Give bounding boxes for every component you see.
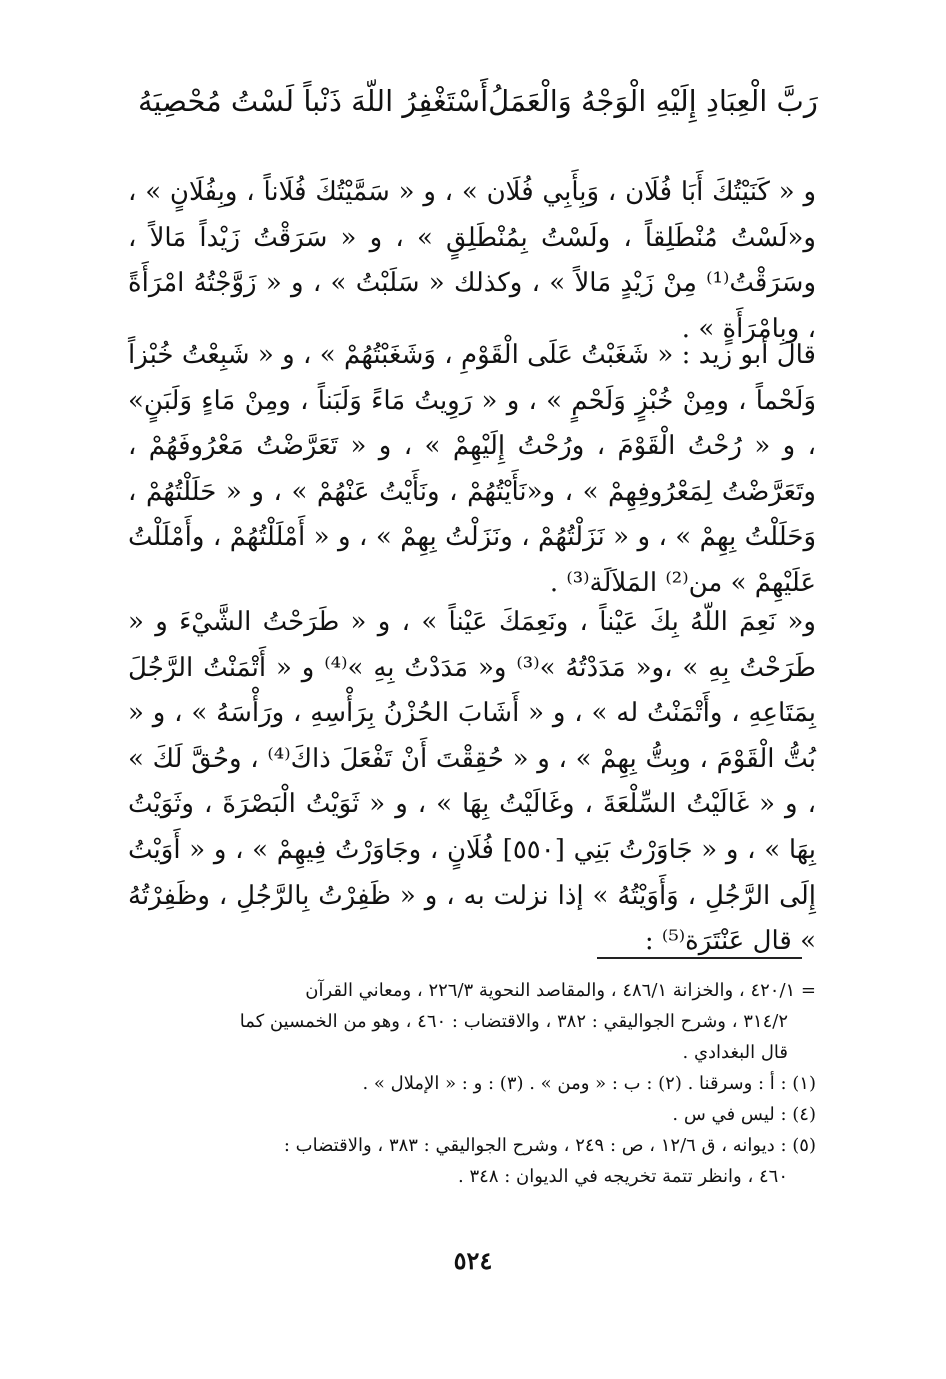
footnote-line: = ٤٢٠/١ ، والخزانة ٤٨٦/١ ، والمقاصد النحوية ٢٢٦/٣ ، ومعاني القرآن xyxy=(305,980,816,1001)
verse-hemistich-right: أَسْتَغْفِرُ اللّهَ ذَنْباً لَسْتُ مُحْصِيَهُ xyxy=(138,84,489,118)
footnote-line: ٣١٤/٢ ، وشرح الجواليقي : ٣٨٢ ، والاقتضاب : ٤٦٠ ، وهو من الخمسين كما xyxy=(239,1011,788,1032)
footnote-line: (٤) : ليس في س . xyxy=(672,1104,816,1125)
footnote-line: قال البغدادي . xyxy=(682,1042,788,1063)
paragraph-3: و« نَعِمَ اللّهُ بِكَ عَيْناً ، ونَعِمَكَ عَيْناً » ، و « طَرَحْتُ الشَّيْءَ و « طَرَحْتُ بِهِ » ،و« مَدَدْتُهُ »⁽³⁾ و« مَدَدْتُ بِهِ »⁽⁴⁾ و « أَتْمَنْتُ الرَّجُلَ بِمَتَاعِهِ ، وأَتْمَنْتُ له » ، و « أَشَابَ الحُزْنُ بِرَأْسِهِ ، ورَأْسَهُ » ، و « بُتُّ الْقَوْمَ ، وبِتُّ بِهِمْ » ، و « حُقِقْتَ أَنْ تَفْعَلَ ذاكَ⁽⁴⁾ ، وحُقَّ لَكَ » ، و « غَالَيْتُ السِّلْعَةَ ، وغَالَيْتُ بِهَا » ، و « ثَوَيْتُ الْبَصْرَةَ ، وثَوَيْتُ بِهَا » ، و « جَاوَرْتُ بَنِي [٥٥٠] فُلَانٍ ، وجَاوَرْتُ فِيهِمْ » ، و « أَوَيْتُ إِلَى الرَّجُلِ ، وَأَوَيْتُهُ » إذا نزلت به ، و « ظَفِرْتُ بِالرَّجُلِ ، وظَفِرْتُهُ » قال عَنْتَرَة⁽⁵⁾ : xyxy=(128,607,816,957)
footnote-divider xyxy=(597,957,802,959)
footnote-line: ٤٦٠ ، وانظر تتمة تخريجه في الديوان : ٣٤٨ . xyxy=(458,1166,788,1187)
paragraph-1: و « كَنَيْتُكَ أَبَا فُلَان ، وَبِأَبِي فُلَان » ، و « سَمَّيْتُكَ فُلَاناً ، وبِفُلَانٍ » ، و«لَسْتُ مُنْطَلِقاً ، ولَسْتُ بِمُنْطَلِقٍ » ، و « سَرَقْتُ زَيْداً مَالاً ، وسَرَقْتُ⁽¹⁾ مِنْ زَيْدٍ مَالاً » ، وكذلك « سَلَبْتُ » ، و « زَوَّجْتُهُ امْرَأَةً ، وبِامْرَأَةٍ » . xyxy=(128,177,816,344)
footnote-line: (٥) : ديوانه ، ق ١٢/٦ ، ص : ٢٤٩ ، وشرح الجواليقي : ٣٨٣ ، والاقتضاب : xyxy=(283,1135,816,1156)
footnotes xyxy=(128,975,816,1192)
paragraph-2: قال أبو زيد : « شَغَبْتُ عَلَى الْقَوْمِ ، وَشَغَبْتُهُمْ » ، و « شَبِعْتُ خُبْزاً وَلَحْماً ، ومِنْ خُبْزٍ وَلَحْمٍ » ، و « رَوِيتُ مَاءً وَلَبَناً ، ومِنْ مَاءٍ وَلَبَنٍ» ، و « رُحْتُ الْقَوْمَ ، ورُحْتُ إِلَيْهِمْ » ، و « تَعَرَّضْتُ مَعْرُوفَهُمْ ، وتَعَرَّضْتُ لِمَعْرُوفِهِمْ » ، و«نَأَيْتُهُمْ ، ونَأَيْتُ عَنْهُمْ » ، و « حَلَلْتُهُمْ ، وَحَلَلْتُ بِهِمْ » ، و « نَزَلْتُهُمْ ، ونَزَلْتُ بِهِمْ » ، و « أَمْلَلْتُهُمْ ، وأَمْلَلْتُ عَلَيْهِمْ » من⁽²⁾ المَلاَلَة⁽³⁾ . xyxy=(128,340,816,598)
verse-hemistich-left: رَبَّ الْعِبَادِ إِلَيْهِ الْوَجْهُ وَالْعَمَلُ xyxy=(488,84,818,118)
poetry-verse xyxy=(138,78,818,124)
footnote-line: (١) : أ : وسرقنا . (٢) : ب : « ومن » . (٣) : و : « الإملال » . xyxy=(362,1073,816,1094)
page-number: ٥٢٤ xyxy=(453,1246,493,1275)
